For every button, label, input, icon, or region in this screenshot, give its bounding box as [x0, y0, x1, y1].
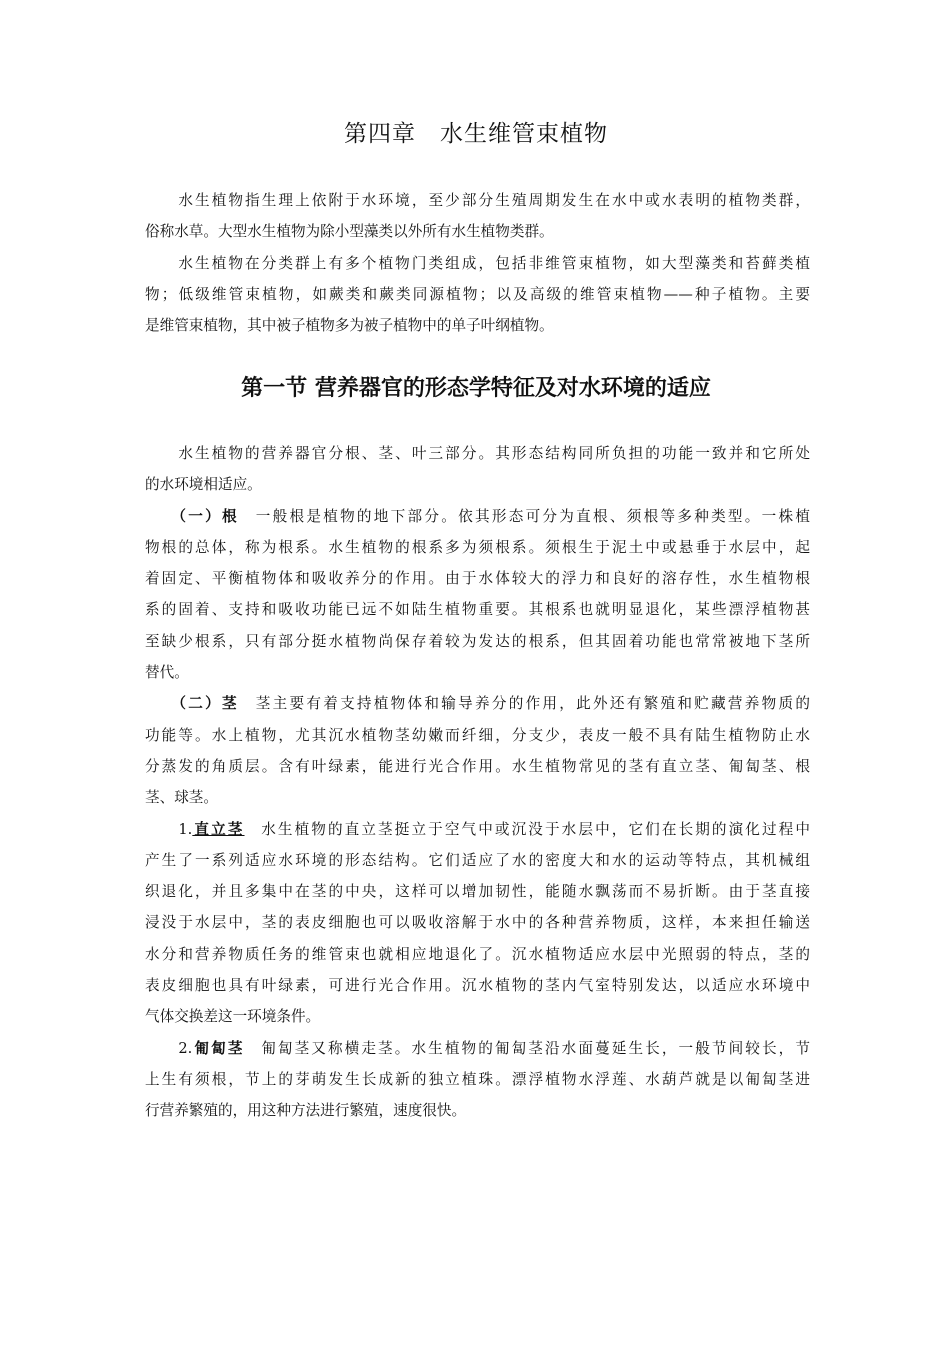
intro-line: 是维管束植物，其中被子植物多为被子植物中的单子叶纲植物。	[145, 317, 554, 335]
root-line: 物根的总体，称为根系。水生植物的根系多为须根系。须根生于泥土中或悬垂于水层中，起	[145, 538, 810, 556]
upright-stem-term: 直立茎	[192, 820, 245, 838]
root-line: 系的固着、支持和吸收功能已远不如陆生植物重要。其根系也就明显退化，某些漂浮植物甚	[145, 601, 810, 619]
root-text: 一般根是植物的地下部分。依其形态可分为直根、须根等多种类型。一株植	[238, 507, 810, 525]
intro-line: 水生植物指生理上依附于水环境，至少部分生殖周期发生在水中或水表明的植物类群，	[145, 192, 810, 209]
upright-stem-line: 产生了一系列适应水环境的形态结构。它们适应了水的密度大和水的运动等特点，其机械组	[145, 851, 810, 869]
upright-stem-text: 水生植物的直立茎挺立于空气中或沉没于水层中，它们在长期的演化过程中	[244, 820, 810, 838]
root-heading: （一）根	[178, 507, 239, 525]
creeping-stem-number: 2.	[178, 1039, 193, 1057]
intro-line: 物；低级维管束植物，如蕨类和蕨类同源植物；以及高级的维管束植物——种子植物。主要	[145, 285, 810, 303]
section-title: 第一节 营养器官的形态学特征及对水环境的适应	[241, 376, 711, 401]
upright-stem-first-line	[145, 814, 810, 845]
stem-text: 茎主要有着支持植物体和输导养分的作用，此外还有繁殖和贮藏营养物质的	[238, 695, 810, 713]
root-line: 替代。	[145, 664, 189, 682]
upright-stem-number: 1.	[178, 820, 193, 838]
stem-heading: （二）茎	[178, 695, 239, 713]
intro-line: 水生植物在分类群上有多个植物门类组成，包括非维管束植物，如大型藻类和苔藓类植	[145, 254, 810, 272]
stem-line: 茎、球茎。	[145, 789, 218, 807]
stem-line: 功能等。水上植物，尤其沉水植物茎幼嫩而纤细，分支少，表皮一般不具有陆生植物防止水	[145, 726, 810, 744]
upright-stem-line: 织退化，并且多集中在茎的中央，这样可以增加韧性，能随水飘荡而不易折断。由于茎直接	[145, 883, 810, 901]
upright-stem-line: 浸没于水层中，茎的表皮细胞也可以吸收溶解于水中的各种营养物质，这样，本来担任输送	[145, 914, 810, 932]
creeping-stem-term: 匍匐茎	[192, 1039, 245, 1057]
section-intro-line: 的水环境相适应。	[145, 476, 262, 494]
stem-line: 分蒸发的角质层。含有叶绿素，能进行光合作用。水生植物常见的茎有直立茎、匍匐茎、根	[145, 757, 810, 775]
section-body	[145, 438, 810, 1127]
creeping-stem-line: 行营养繁殖的，用这种方法进行繁殖，速度很快。	[145, 1102, 467, 1120]
root-paragraph-first-line	[145, 501, 810, 532]
intro-paragraphs	[145, 185, 810, 341]
stem-paragraph-first-line	[145, 688, 810, 719]
upright-stem-line: 表皮细胞也具有叶绿素，可进行光合作用。沉水植物的茎内气室特别发达，以适应水环境中	[145, 977, 810, 995]
creeping-stem-first-line	[145, 1033, 810, 1064]
creeping-stem-text: 匍匐茎又称横走茎。水生植物的匍匐茎沿水面蔓延生长，一般节间较长，节	[244, 1039, 810, 1057]
chapter-title: 第四章 水生维管束植物	[344, 121, 608, 147]
section-intro-line: 水生植物的营养器官分根、茎、叶三部分。其形态结构同所负担的功能一致并和它所处	[145, 445, 810, 462]
intro-line: 俗称水草。大型水生植物为除小型藻类以外所有水生植物类群。	[145, 223, 554, 241]
creeping-stem-line: 上生有须根，节上的芽萌发生长成新的独立植珠。漂浮植物水浮莲、水葫芦就是以匍匐茎进	[145, 1070, 810, 1088]
root-line: 至缺少根系，只有部分挺水植物尚保存着较为发达的根系，但其固着功能也常常被地下茎所	[145, 632, 810, 650]
root-line: 着固定、平衡植物体和吸收养分的作用。由于水体较大的浮力和良好的溶存性，水生植物根	[145, 570, 810, 588]
upright-stem-line: 气体交换差这一环境条件。	[145, 1008, 321, 1026]
upright-stem-line: 水分和营养物质任务的维管束也就相应地退化了。沉水植物适应水层中光照弱的特点，茎的	[145, 945, 810, 963]
